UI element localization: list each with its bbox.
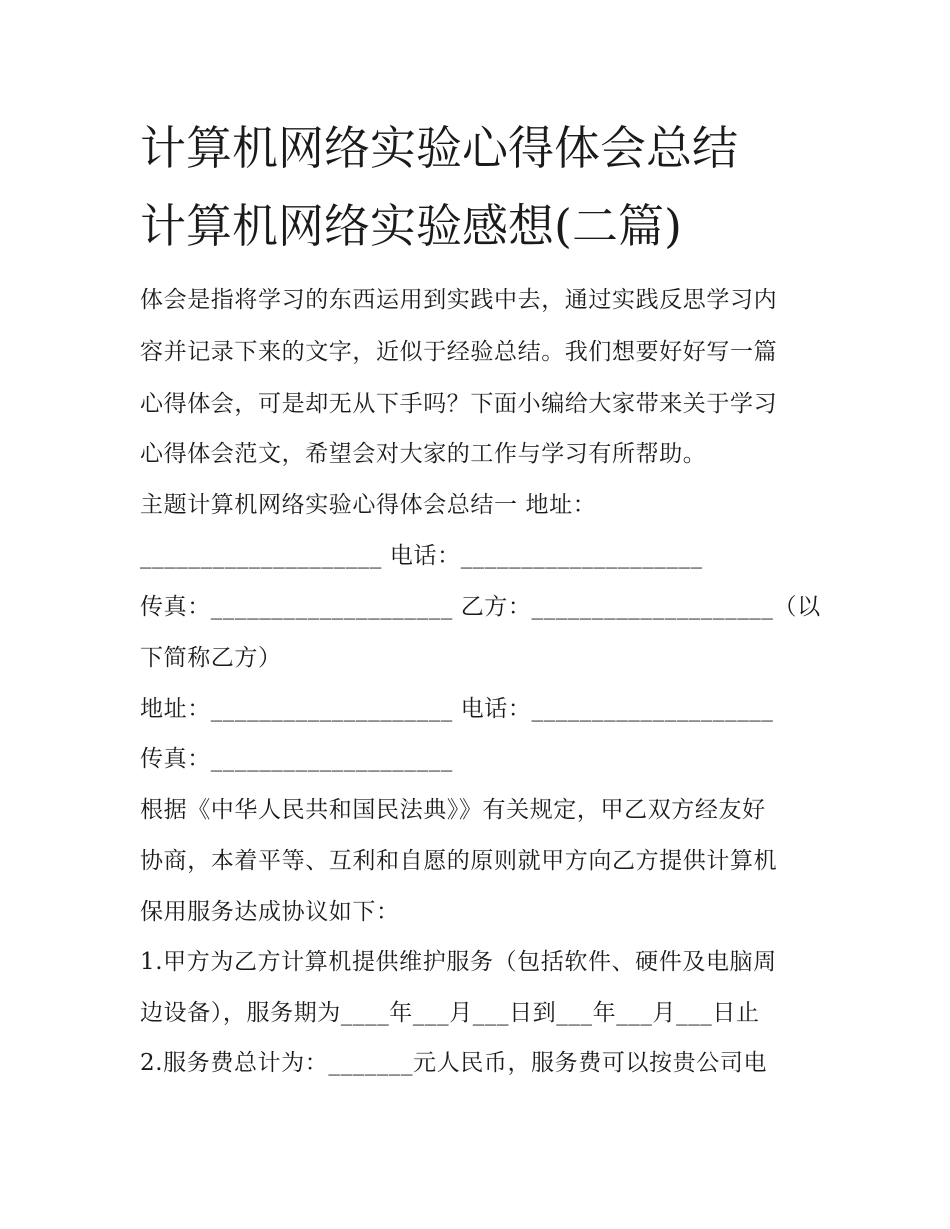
document-title-line-1: 计算机网络实验心得体会总结 [140, 121, 738, 175]
agreement-paragraph-line: 根据《中华人民共和国民法典》》有关规定，甲乙双方经友好 [140, 797, 766, 823]
agreement-paragraph-line: 协商，本着平等、互利和自愿的原则就甲方向乙方提供计算机 [140, 848, 778, 874]
intro-paragraph-line: 心得体会范文，希望会对大家的工作与学习有所帮助。 [140, 441, 707, 467]
clause-2-line: 2.服务费总计为：_______元人民币，服务费可以按贵公司电 [140, 1050, 768, 1076]
intro-paragraph-line: 体会是指将学习的东西运用到实践中去，通过实践反思学习内 [140, 287, 778, 313]
agreement-paragraph-line: 保用服务达成协议如下： [140, 899, 400, 925]
blank-phone-line: ____________________ 电话：____________________ [140, 543, 703, 569]
document-title-line-2: 计算机网络实验感想(二篇) [140, 199, 682, 253]
intro-paragraph-line: 心得体会，可是却无从下手吗？下面小编给大家带来关于学习 [140, 391, 778, 417]
fax-party-b-line: 传真：____________________ 乙方：____________________（以 [140, 594, 821, 620]
address-phone-line: 地址：____________________ 电话：____________________ [140, 696, 774, 722]
subject-address-line: 主题计算机网络实验心得体会总结一 地址： [140, 492, 597, 518]
intro-paragraph-line: 容并记录下来的文字，近似于经验总结。我们想要好好写一篇 [140, 339, 778, 365]
clause-1-line: 1.甲方为乙方计算机提供维护服务（包括软件、硬件及电脑周 [140, 949, 777, 975]
clause-1-line: 边设备），服务期为____年___月___日到___年___月___日止 [140, 1000, 760, 1026]
fax-line: 传真：____________________ [140, 746, 453, 772]
party-b-abbrev-line: 下简称乙方） [140, 645, 282, 671]
